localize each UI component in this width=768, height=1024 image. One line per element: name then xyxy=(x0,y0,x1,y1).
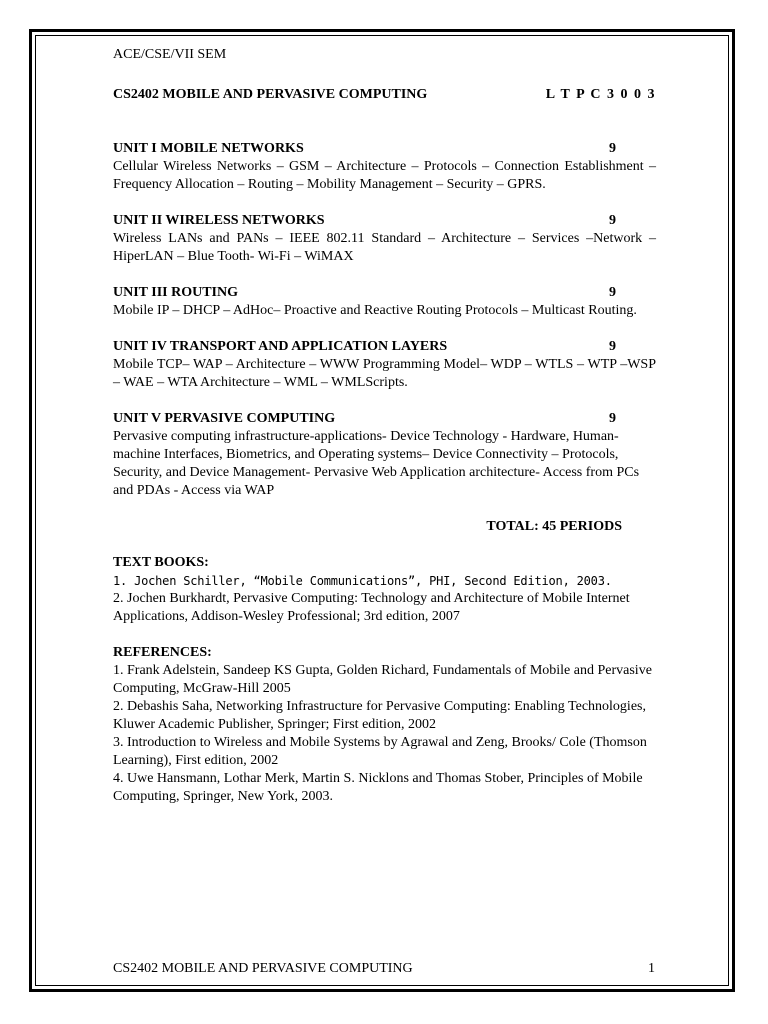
unit-body: Pervasive computing infrastructure-applications- Device Technology - Hardware, Human-machine Interfaces, Biometrics, and Operating systems– Device Connectivity – Protocols, Security, and Device Management- Pervasive Web Application architecture- Access from PCs and PDAs - Access via WAP xyxy=(113,429,640,498)
page-content xyxy=(113,46,656,806)
footer-title: CS2402 MOBILE AND PERVASIVE COMPUTING xyxy=(113,961,413,976)
references-heading: REFERENCES: xyxy=(113,645,212,660)
unit-body: Cellular Wireless Networks – GSM – Architecture – Protocols – Connection Establishment – Frequency Allocation – Routing – Mobility Management – Security – GPRS. xyxy=(113,159,656,192)
unit-body: Wireless LANs and PANs – IEEE 802.11 Standard – Architecture – Services –Network – HiperLAN – Blue Tooth- Wi-Fi – WiMAX xyxy=(113,231,656,264)
course-title: CS2402 MOBILE AND PERVASIVE COMPUTING xyxy=(113,87,428,102)
unit-title: UNIT III ROUTING xyxy=(113,285,238,300)
unit-4 xyxy=(113,338,656,392)
course-title-row xyxy=(113,86,656,104)
unit-body: Mobile IP – DHCP – AdHoc– Proactive and Reactive Routing Protocols – Multicast Routing. xyxy=(113,303,637,318)
unit-heading xyxy=(113,338,656,356)
ltpc-credits: L T P C 3 0 0 3 xyxy=(545,87,656,102)
unit-hours: 9 xyxy=(609,213,616,228)
unit-title: UNIT V PERVASIVE COMPUTING xyxy=(113,411,336,426)
page-footer xyxy=(113,960,655,978)
unit-hours: 9 xyxy=(609,411,616,426)
reference-item: 3. Introduction to Wireless and Mobile Systems by Agrawal and Zeng, Brooks/ Cole (Thomson Learning), First edition, 2002 xyxy=(113,735,647,768)
unit-title: UNIT IV TRANSPORT AND APPLICATION LAYERS xyxy=(113,339,448,354)
unit-body: Mobile TCP– WAP – Architecture – WWW Programming Model– WDP – WTLS – WTP –WSP – WAE – WTA Architecture – WML – WMLScripts. xyxy=(113,357,656,390)
total-periods: TOTAL: 45 PERIODS xyxy=(486,519,622,534)
references-section xyxy=(113,644,656,806)
unit-1 xyxy=(113,140,656,194)
text-book-item: 2. Jochen Burkhardt, Pervasive Computing: Technology and Architecture of Mobile Internet Applications, Addison-Wesley Professional; 3rd edition, 2007 xyxy=(113,591,630,624)
reference-item: 1. Frank Adelstein, Sandeep KS Gupta, Golden Richard, Fundamentals of Mobile and Pervasive Computing, McGraw-Hill 2005 xyxy=(113,663,652,696)
unit-title: UNIT II WIRELESS NETWORKS xyxy=(113,213,325,228)
unit-hours: 9 xyxy=(609,285,616,300)
unit-3 xyxy=(113,284,656,320)
unit-hours: 9 xyxy=(609,339,616,354)
unit-heading xyxy=(113,284,656,302)
page-number: 1 xyxy=(648,961,655,976)
reference-item: 4. Uwe Hansmann, Lothar Merk, Martin S. Nicklons and Thomas Stober, Principles of Mobile Computing, Springer, New York, 2003. xyxy=(113,771,643,804)
semester-header: ACE/CSE/VII SEM xyxy=(113,47,227,62)
unit-hours: 9 xyxy=(609,141,616,156)
unit-heading xyxy=(113,140,656,158)
reference-item: 2. Debashis Saha, Networking Infrastructure for Pervasive Computing: Enabling Technologies, Kluwer Academic Publisher, Springer; First edition, 2002 xyxy=(113,699,646,732)
unit-title: UNIT I MOBILE NETWORKS xyxy=(113,141,304,156)
text-books-heading: TEXT BOOKS: xyxy=(113,555,209,570)
unit-heading xyxy=(113,212,656,230)
unit-5 xyxy=(113,410,656,500)
text-book-item: 1. Jochen Schiller, “Mobile Communications”, PHI, Second Edition, 2003. xyxy=(113,574,612,588)
unit-2 xyxy=(113,212,656,266)
unit-heading xyxy=(113,410,656,428)
text-books-section xyxy=(113,554,656,626)
